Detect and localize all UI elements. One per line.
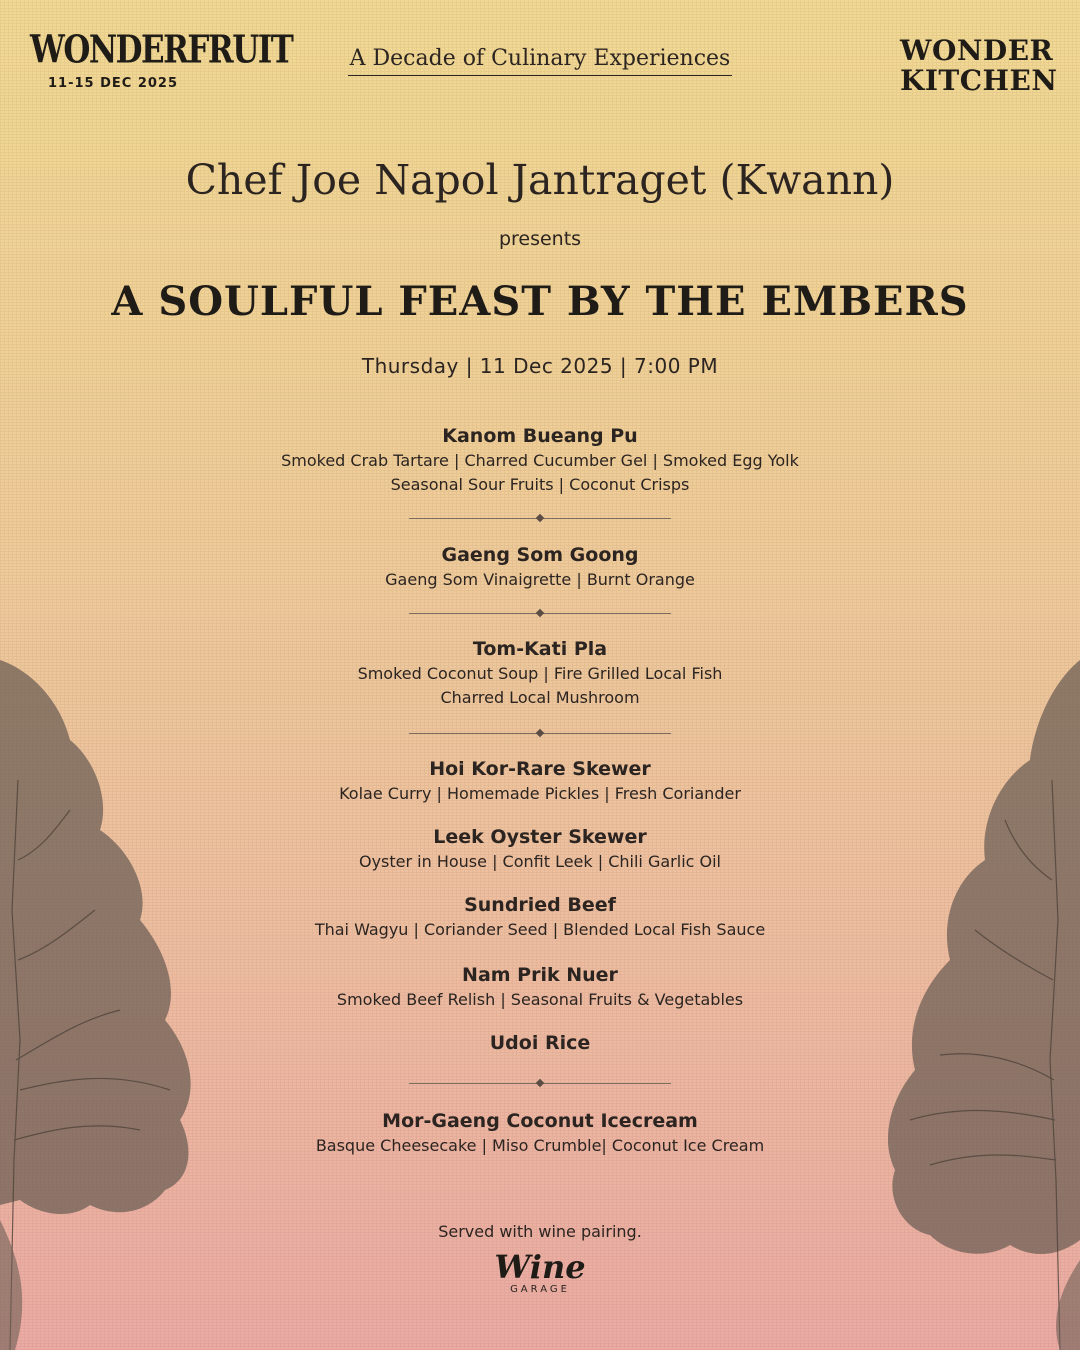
dish-name: Nam Prik Nuer: [462, 964, 618, 986]
dish-description: Gaeng Som Vinaigrette | Burnt Orange: [385, 570, 695, 589]
menu-item: [0, 1108, 1080, 1158]
dish-name: Mor-Gaeng Coconut Icecream: [382, 1110, 698, 1132]
wonder-kitchen-line2: KITCHEN: [900, 64, 1058, 97]
event-title: A SOULFUL FEAST BY THE EMBERS: [111, 278, 969, 325]
menu-item: [0, 542, 1080, 592]
dish-name: Udoi Rice: [489, 1032, 591, 1054]
diamond-divider: [409, 733, 671, 734]
dish-name: Kanom Bueang Pu: [442, 425, 638, 447]
wonderfruit-logo: [30, 27, 293, 91]
dish-description: Smoked Coconut Soup | Fire Grilled Local Fish: [357, 664, 723, 683]
dish-name: Sundried Beef: [464, 894, 616, 916]
dish-name: Gaeng Som Goong: [441, 544, 639, 566]
dish-description: Seasonal Sour Fruits | Coconut Crisps: [390, 475, 690, 494]
dish-description: Kolae Curry | Homemade Pickles | Fresh Coriander: [339, 784, 741, 803]
dish-name: Leek Oyster Skewer: [433, 826, 647, 848]
menu-item: [0, 892, 1080, 942]
dish-description: Charred Local Mushroom: [440, 688, 640, 707]
wonder-kitchen-logo: [900, 34, 1058, 97]
menu-item: [0, 756, 1080, 806]
presents-label: presents: [498, 228, 582, 250]
wine-wordmark: Wine: [494, 1248, 586, 1286]
festival-dates: 11-15 DEC 2025: [47, 76, 179, 91]
menu-item: [0, 1030, 1080, 1056]
chef-name: Chef Joe Napol Jantraget (Kwann): [185, 156, 895, 204]
menu-item: [0, 423, 1080, 497]
diamond-divider: [409, 518, 671, 519]
dish-description: Thai Wagyu | Coriander Seed | Blended Local Fish Sauce: [314, 920, 766, 939]
wonder-kitchen-line1: WONDER: [900, 34, 1054, 67]
menu-item: [0, 962, 1080, 1012]
dish-description: Smoked Crab Tartare | Charred Cucumber Gel | Smoked Egg Yolk: [281, 451, 799, 470]
dish-name: Hoi Kor-Rare Skewer: [429, 758, 651, 780]
dish-description: Basque Cheesecake | Miso Crumble| Coconut Ice Cream: [315, 1136, 765, 1155]
garage-wordmark: GARAGE: [510, 1284, 570, 1295]
wine-garage-logo: [490, 1248, 590, 1295]
wine-pairing-note: Served with wine pairing.: [438, 1222, 642, 1241]
menu-item: [0, 636, 1080, 710]
dish-description: Smoked Beef Relish | Seasonal Fruits & Vegetables: [336, 990, 744, 1009]
menu-item: [0, 824, 1080, 874]
diamond-divider: [409, 1083, 671, 1084]
diamond-divider: [409, 613, 671, 614]
dish-description: Oyster in House | Confit Leek | Chili Garlic Oil: [358, 852, 721, 871]
dish-name: Tom-Kati Pla: [472, 638, 608, 660]
wonderfruit-wordmark: WONDERFRUIT: [30, 27, 293, 73]
tagline: A Decade of Culinary Experiences: [348, 46, 732, 76]
event-datetime: Thursday | 11 Dec 2025 | 7:00 PM: [361, 354, 719, 378]
